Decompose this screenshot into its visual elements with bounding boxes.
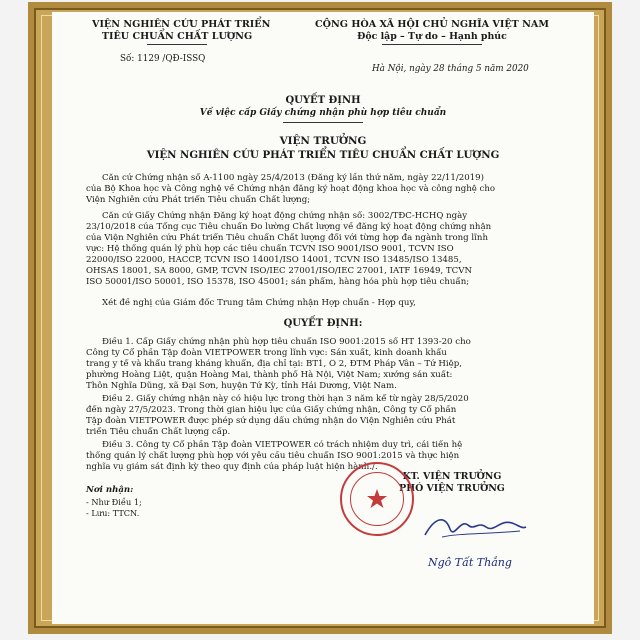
text-line: đến ngày 27/5/2023. Trong thời gian hiệu lực của Giấy chứng nhận, Công ty Cổ phần [86, 405, 457, 415]
document-heading: QUYẾT ĐỊNH [285, 95, 361, 106]
document-page [52, 12, 594, 624]
subject-underline [283, 122, 363, 123]
decision-number: Số: 1129 /QĐ-ISSQ [120, 54, 206, 64]
text-line: OHSAS 18001, SA 8000, GMP, TCVN ISO/IEC 27001/ISO/IEC 27001, IATF 16949, TCVN [86, 266, 472, 276]
preamble-paragraph-3 [102, 298, 562, 309]
org-name-line2: TIÊU CHUẨN CHẤT LƯỢNG [101, 31, 253, 42]
text-line: Xét đề nghị của Giám đốc Trung tâm Chứng nhận Hợp chuẩn - Hợp quy, [102, 298, 416, 308]
authority-title: VIỆN TRƯỞNG [279, 135, 367, 147]
text-line: Điều 3. Công ty Cổ phần Tập đoàn VIETPOWER có trách nhiệm duy trì, cải tiến hệ [102, 440, 463, 450]
text-line: Căn cứ Chứng nhận số A-1100 ngày 25/4/2013 (Đăng ký lần thứ năm, ngày 22/11/2019) [102, 173, 484, 183]
text-line: của Viện Nghiên cứu Phát triển Tiêu chuẩn Chất lượng đối với từng hợp đa ngành trong lĩnh [86, 233, 488, 243]
recipient-item: - Lưu: TTCN. [86, 508, 140, 518]
signature-title-1: KT. VIỆN TRƯỞNG [402, 471, 502, 482]
place-date: Hà Nội, ngày 28 tháng 5 năm 2020 [372, 64, 529, 74]
text-line: Công ty Cổ phần Tập đoàn VIETPOWER trong lĩnh vực: Sản xuất, kinh doanh khẩu [86, 348, 447, 358]
authority-org: VIỆN NGHIÊN CỨU PHÁT TRIỂN TIÊU CHUẨN CHẤT LƯỢNG [146, 149, 500, 161]
text-line: 22000/ISO 22000, HACCP, TCVN ISO 14001/ISO 14001, TCVN ISO 13485/ISO 13485, [86, 255, 462, 265]
text-line: triển Tiêu chuẩn Chất lượng cấp. [86, 427, 231, 437]
text-line: trang y tế và khẩu trang kháng khuẩn, địa chỉ tại: BT1, Ô 2, ĐTM Pháp Vân – Tứ Hiệp, [86, 359, 462, 369]
text-line: Căn cứ Giấy Chứng nhận Đăng ký hoạt động chứng nhận số: 3002/TĐC-HCHQ ngày [102, 211, 468, 221]
text-line: Tập đoàn VIETPOWER được phép sử dụng dấu chứng nhận do Viện Nghiên cứu Phát [86, 416, 456, 426]
text-line: Viện Nghiên cứu Phát triển Tiêu chuẩn Chất lượng; [86, 195, 311, 205]
text-line: phường Hoàng Liệt, quận Hoàng Mai, thành phố Hà Nội, Việt Nam; xưởng sản xuất: [86, 370, 453, 380]
recipient-item: - Như Điều 1; [86, 497, 142, 507]
text-line: Điều 1. Cấp Giấy chứng nhận phù hợp tiêu chuẩn ISO 9001:2015 số HT 1393-20 cho [102, 337, 471, 347]
decision-heading: QUYẾT ĐỊNH: [283, 318, 363, 329]
org-underline [147, 44, 207, 45]
text-line: ISO 50001/ISO 50001, ISO 15378, ISO 45001; sản phẩm, hàng hóa phù hợp tiêu chuẩn; [86, 277, 470, 287]
document-subject: Về việc cấp Giấy chứng nhận phù hợp tiêu chuẩn [199, 108, 447, 118]
article-2 [86, 394, 562, 438]
signer-name: Ngô Tất Thắng [428, 556, 512, 569]
seal-star-icon [340, 462, 414, 536]
nation-line1: CỘNG HÒA XÃ HỘI CHỦ NGHĨA VIỆT NAM [315, 19, 549, 30]
nation-underline [382, 44, 482, 45]
signature-title-2: PHÓ VIỆN TRƯỞNG [399, 483, 505, 494]
recipients-label: Nơi nhận: [86, 485, 134, 495]
nation-motto: Độc lập – Tự do – Hạnh phúc [357, 31, 507, 42]
text-line: 23/10/2018 của Tổng cục Tiêu chuẩn Đo lường Chất lượng về đăng ký hoạt động chứng nhận [86, 222, 492, 232]
text-line: nghĩa vụ giám sát định kỳ theo quy định của pháp luật hiện hành./. [86, 462, 378, 472]
official-seal [340, 462, 414, 536]
org-name-line1: VIỆN NGHIÊN CỨU PHÁT TRIỂN [92, 19, 271, 30]
text-line: của Bộ Khoa học và Công nghệ về Chứng nhận đăng ký hoạt động khoa học và công nghệ cho [86, 184, 496, 194]
article-3 [86, 440, 562, 473]
text-line: Điều 2. Giấy chứng nhận này có hiệu lực trong thời hạn 3 năm kể từ ngày 28/5/2020 [102, 394, 469, 404]
text-line: vực: Hệ thống quản lý phù hợp các tiêu chuẩn TCVN ISO 9001/ISO 9001, TCVN ISO [86, 244, 454, 254]
text-line: Thôn Nghĩa Dũng, xã Đại Sơn, huyện Tứ Kỳ, tỉnh Hải Dương, Việt Nam. [86, 381, 397, 391]
text-line: thống quản lý chất lượng phù hợp với yêu cầu tiêu chuẩn ISO 9001:2015 và thực hiện [86, 451, 460, 461]
preamble-paragraph-2 [86, 211, 562, 288]
preamble-paragraph-1 [86, 173, 562, 206]
article-1 [86, 337, 562, 392]
handwritten-signature [420, 507, 530, 547]
